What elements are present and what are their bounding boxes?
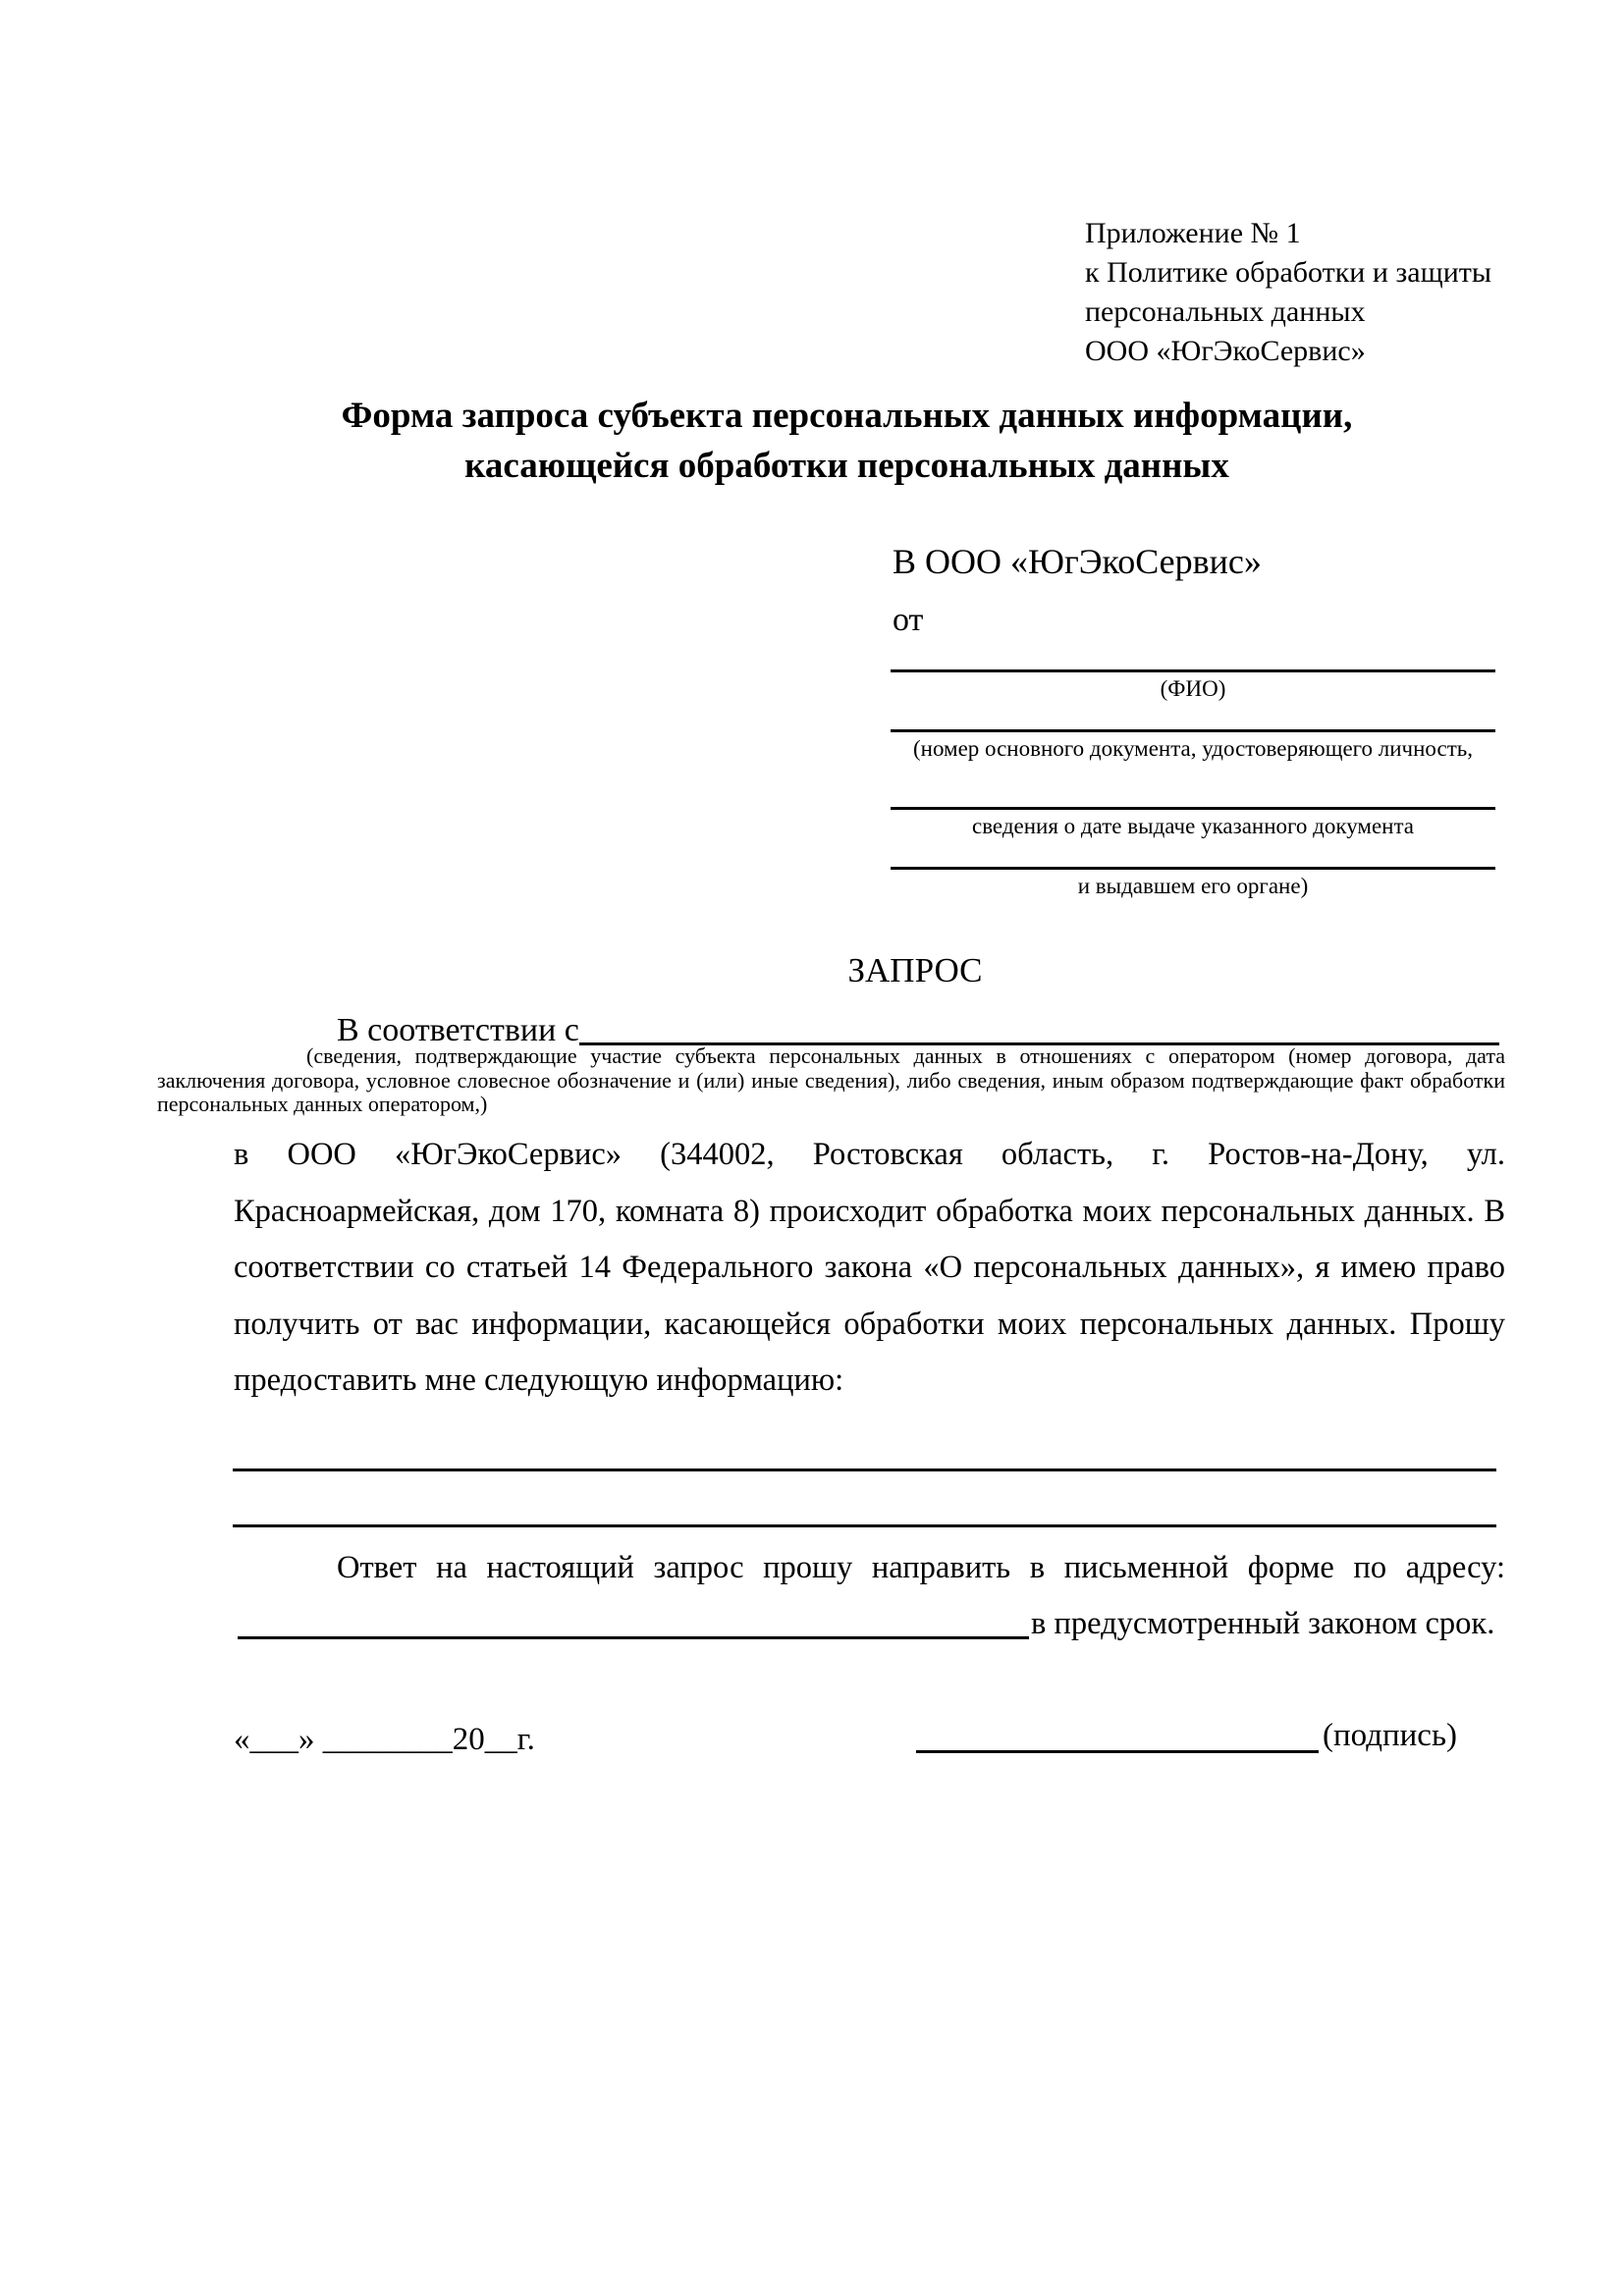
issue-date-caption: сведения о дате выдаче указанного документа xyxy=(971,814,1415,838)
information-blank-line-2[interactable] xyxy=(233,1524,1496,1527)
request-body: в ООО «ЮгЭкоСервис» (344002, Ростовская область, г. Ростов-на-Дону, ул. Красноармейская, дом 170, комната 8) происходит обработка моих персональных данных. В соответствии со статьей 14 Федерального закона «О персональных данных», я имею право получить от вас информации, касающейся обработки моих персональных данных. Прошу предоставить мне следующую информацию: xyxy=(234,1137,1505,1398)
annex-company: ООО «ЮгЭкоСервис» xyxy=(1085,335,1366,367)
page-title-line2: касающейся обработки персональных данных xyxy=(464,446,1229,486)
addressee-company: В ООО «ЮгЭкоСервис» xyxy=(893,542,1262,581)
address-blank-field[interactable] xyxy=(238,1636,1029,1639)
annex-policy-line2: персональных данных xyxy=(1085,295,1366,328)
fio-caption: (ФИО) xyxy=(1160,676,1226,701)
document-number-blank-field[interactable] xyxy=(891,729,1495,763)
document-number-caption: (номер основного документа, удостоверяющего личность, xyxy=(912,736,1473,761)
signature-caption: (подпись) xyxy=(1323,1718,1457,1753)
issuing-authority-blank-field[interactable] xyxy=(891,867,1495,900)
issuing-authority-caption: и выдавшем его органе) xyxy=(1077,874,1309,898)
annex-number: Приложение № 1 xyxy=(1085,217,1301,249)
request-heading: ЗАПРОС xyxy=(847,951,983,989)
issue-date-blank-field[interactable] xyxy=(891,807,1495,840)
information-blank-line-1[interactable] xyxy=(233,1468,1496,1471)
fio-blank-field[interactable] xyxy=(891,669,1495,703)
date-blank-field[interactable]: «___» ________20__г. xyxy=(234,1722,535,1757)
answer-line: Ответ на настоящий запрос прошу направить в письменной форме по адресу: xyxy=(337,1550,1505,1585)
page-title xyxy=(211,391,1483,491)
intro-prefix: В соответствии с xyxy=(337,1012,579,1048)
annex-header xyxy=(1085,214,1491,371)
page-title-line1: Форма запроса субъекта персональных данных информации, xyxy=(341,396,1353,436)
annex-policy-line: к Политике обработки и защиты xyxy=(1085,256,1492,289)
intro-note: (сведения, подтверждающие участие субъекта персональных данных в отношениях с оператором (номер договора, дата заключения договора, условное словесное обозначение и (или) иные сведения), либо сведения, иным образом подтверждающие факт обработки персональных данных оператором,) xyxy=(157,1043,1505,1116)
answer-tail: в предусмотренный законом срок. xyxy=(1031,1606,1495,1641)
addressee-from-label: от xyxy=(893,602,924,638)
signature-blank-field[interactable] xyxy=(916,1750,1319,1753)
